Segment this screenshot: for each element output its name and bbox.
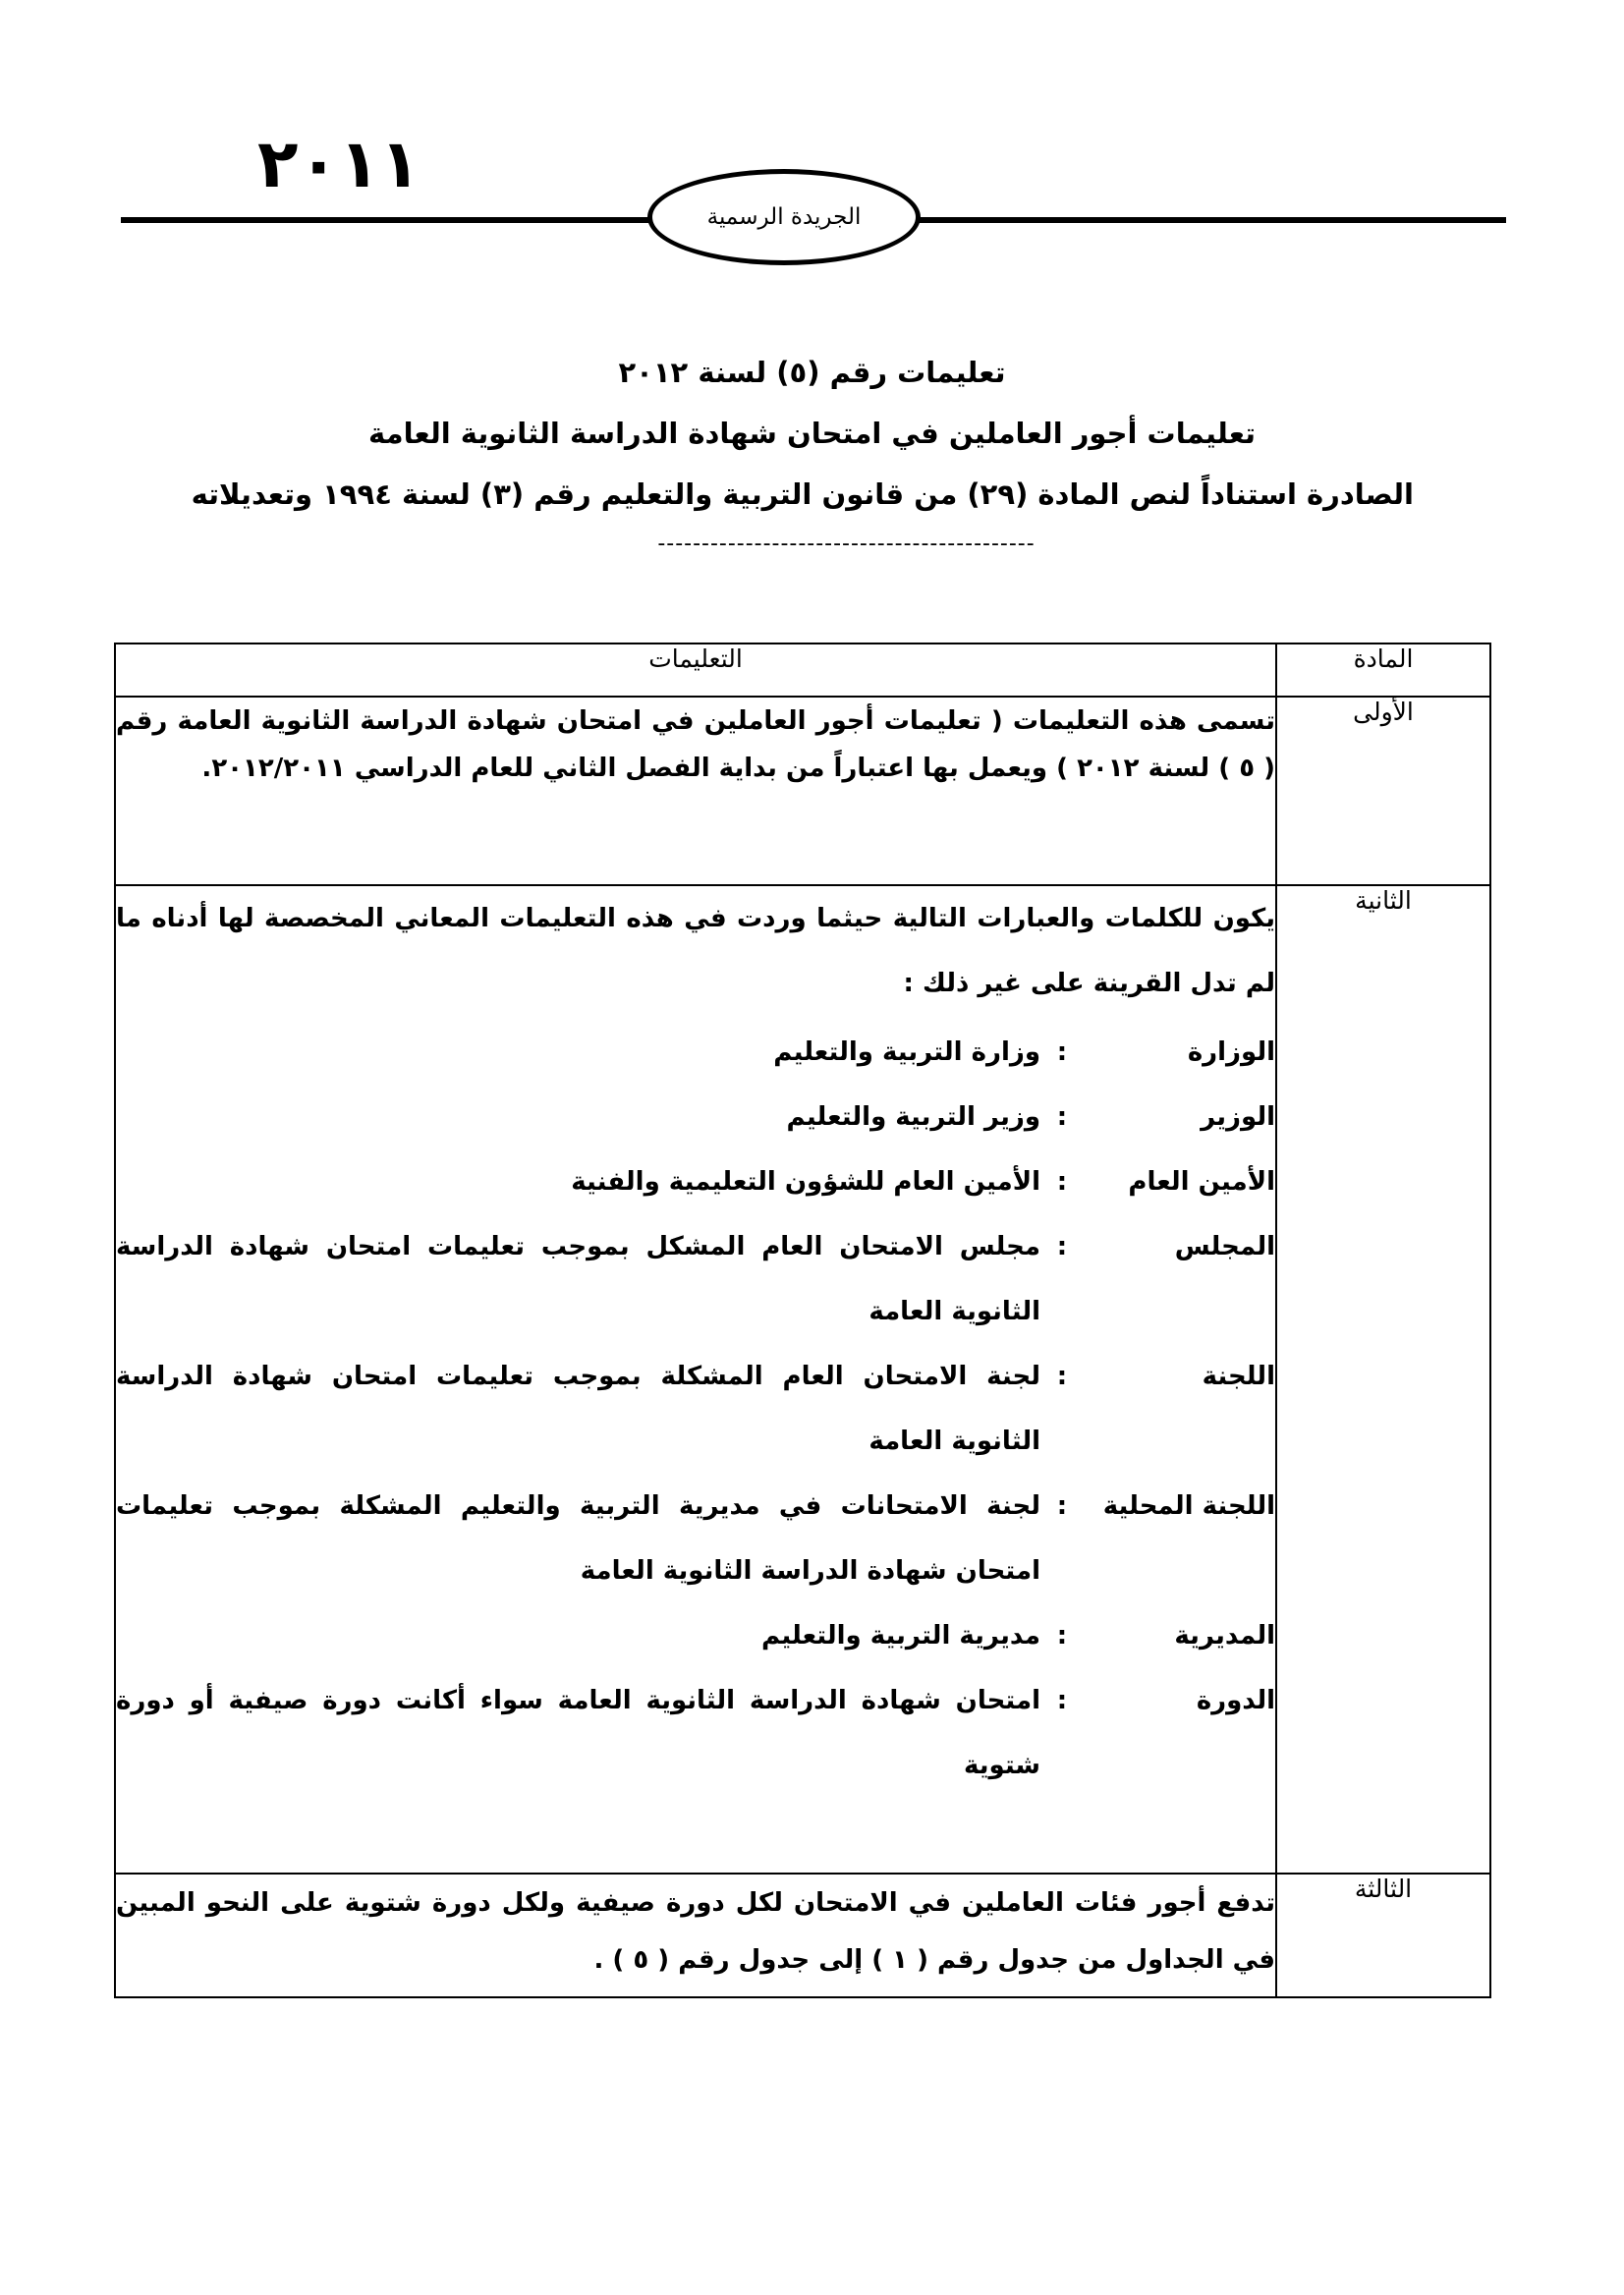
document-titles — [147, 356, 1477, 556]
table-row — [115, 885, 1490, 1874]
definition-item — [116, 1214, 1275, 1344]
definition-desc: امتحان شهادة الدراسة الثانوية العامة سواء أكانت دورة صيفية أو دورة شتوية — [116, 1686, 1040, 1780]
article-text: تسمى هذه التعليمات ( تعليمات أجور العاملين في امتحان شهادة الدراسة الثانوية العامة رقم ( ٥ ) لسنة ٢٠١٢ ) ويعمل بها اعتباراً من بداية الفصل الثاني للعام الدراسي ٢٠١٢/٢٠١١. — [116, 706, 1275, 783]
definition-term: الأمين العام — [1128, 1167, 1275, 1197]
article-name: الثانية — [1276, 885, 1490, 1874]
definition-term: اللجنة — [1202, 1362, 1275, 1391]
definition-item — [116, 1344, 1275, 1474]
definition-desc: لجنة الامتحانات في مديرية التربية والتعليم المشكلة بموجب تعليمات امتحان شهادة الدراسة الثانوية العامة — [116, 1491, 1040, 1586]
article-name: الثالثة — [1276, 1874, 1490, 1997]
definition-colon: : — [1056, 1102, 1068, 1132]
article-body — [115, 885, 1276, 1874]
article-intro: يكون للكلمات والعبارات التالية حيثما وردت في هذه التعليمات المعاني المخصصة لها أدناه ما لم تدل القرينة على غير ذلك : — [116, 904, 1275, 998]
definition-item — [116, 1149, 1275, 1214]
definition-colon: : — [1056, 1621, 1068, 1651]
gazette-label: الجريدة الرسمية — [706, 204, 862, 230]
definition-colon: : — [1056, 1686, 1068, 1715]
definition-term: المديرية — [1174, 1621, 1275, 1651]
definition-desc: لجنة الامتحان العام المشكلة بموجب تعليمات امتحان شهادة الدراسة الثانوية العامة — [116, 1362, 1040, 1456]
header-article: المادة — [1276, 644, 1490, 697]
definition-colon: : — [1056, 1232, 1068, 1261]
gazette-label-oval — [647, 169, 921, 265]
definition-colon: : — [1056, 1037, 1068, 1067]
definition-term: الوزير — [1201, 1102, 1275, 1132]
title-separator: ------------------------------------------- — [657, 532, 1036, 556]
definition-colon: : — [1056, 1362, 1068, 1391]
article-body — [115, 1874, 1276, 1997]
definition-desc: وزارة التربية والتعليم — [773, 1037, 1040, 1067]
definition-term: اللجنة المحلية — [1102, 1491, 1275, 1521]
page-number: ٢٠١١ — [257, 126, 421, 203]
definition-term: الدورة — [1196, 1686, 1275, 1715]
header-instructions: التعليمات — [115, 644, 1276, 697]
definition-term: الوزارة — [1187, 1037, 1275, 1067]
definition-item — [116, 1668, 1275, 1798]
title-line-1: تعليمات رقم (٥) لسنة ٢٠١٢ — [618, 356, 1006, 389]
definition-desc: وزير التربية والتعليم — [786, 1102, 1040, 1132]
definition-colon: : — [1056, 1167, 1068, 1197]
definition-desc: مديرية التربية والتعليم — [760, 1621, 1040, 1651]
definition-desc: الأمين العام للشؤون التعليمية والفنية — [571, 1167, 1040, 1197]
definition-item — [116, 1085, 1275, 1149]
definition-term: المجلس — [1174, 1232, 1275, 1261]
article-name: الأولى — [1276, 697, 1490, 885]
instructions-table — [114, 643, 1491, 1998]
article-text: تدفع أجور فئات العاملين في الامتحان لكل دورة صيفية ولكل دورة شتوية على النحو المبين في الجداول من جدول رقم ( ١ ) إلى جدول رقم ( ٥ ) . — [116, 1888, 1275, 1975]
title-line-2: تعليمات أجور العاملين في امتحان شهادة الدراسة الثانوية العامة — [368, 417, 1256, 450]
definition-item — [116, 1020, 1275, 1085]
title-line-3: الصادرة استناداً لنص المادة (٢٩) من قانون التربية والتعليم رقم (٣) لسنة ١٩٩٤ وتعديلاته — [191, 477, 1414, 511]
definition-desc: مجلس الامتحان العام المشكل بموجب تعليمات امتحان شهادة الدراسة الثانوية العامة — [116, 1232, 1040, 1326]
definitions-list — [116, 1020, 1275, 1798]
table-row — [115, 1874, 1490, 1997]
table-header-row — [115, 644, 1490, 697]
article-body — [115, 697, 1276, 885]
definition-item — [116, 1474, 1275, 1603]
table-row — [115, 697, 1490, 885]
definition-item — [116, 1603, 1275, 1668]
definition-colon: : — [1056, 1491, 1068, 1521]
